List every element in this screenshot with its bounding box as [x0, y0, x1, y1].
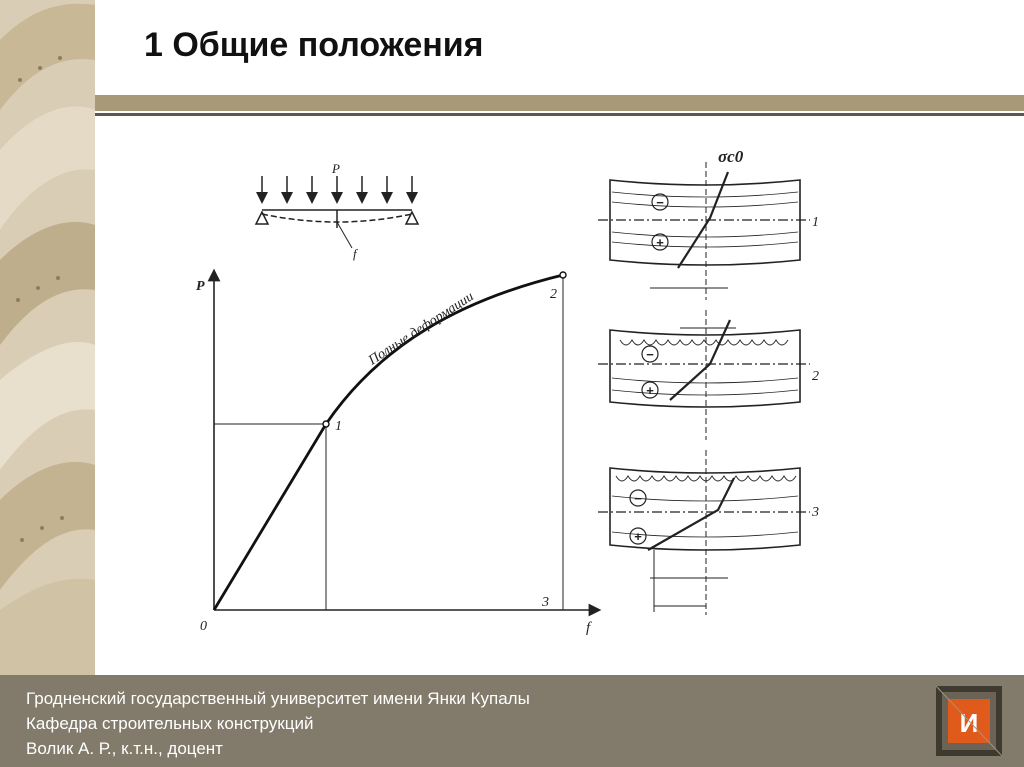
full-deformation-curve [214, 275, 563, 610]
point-2-label: 2 [550, 287, 557, 302]
compression-sign-1: − [656, 195, 664, 210]
tension-sign-3: + [634, 529, 642, 544]
university-logo-icon [936, 686, 1002, 756]
p-axis-label: P [196, 279, 205, 294]
loaded-beam-schematic [256, 176, 418, 248]
header-divider [95, 113, 1024, 116]
point-3-label: 3 [542, 595, 549, 610]
section-1 [598, 162, 810, 300]
point-1-label: 1 [335, 419, 342, 434]
compression-sign-2: − [646, 347, 654, 362]
distributed-load-arrows [262, 176, 412, 198]
load-label: P [332, 161, 340, 176]
tension-sign-2: + [646, 383, 654, 398]
header-band [95, 95, 1024, 111]
logo-letter: И [959, 708, 979, 738]
beam-deformation-diagram [180, 140, 840, 640]
stress-label: σc0 [718, 147, 744, 166]
left-support-icon [256, 212, 268, 224]
deflection-label: f [353, 246, 357, 261]
right-support-icon [406, 212, 418, 224]
decorative-wood-strip [0, 0, 95, 675]
compression-sign-3: − [634, 491, 642, 506]
footer-university: Гродненский государственный университет имени Янки Купалы [26, 689, 530, 708]
section-3 [598, 450, 810, 615]
point-2-marker [560, 272, 566, 278]
origin-label: 0 [200, 619, 207, 634]
wood-pattern-image [0, 0, 95, 675]
footer-department: Кафедра строительных конструкций [26, 714, 314, 733]
curve-label: Полные деформации [366, 289, 477, 369]
section-2 [598, 310, 810, 440]
footer-author: Волик А. Р., к.т.н., доцент [26, 739, 223, 758]
slide-title: 1 Общие положения [144, 26, 484, 64]
load-deflection-chart [214, 272, 595, 610]
point-1-marker [323, 421, 329, 427]
section-2-label: 2 [812, 369, 819, 384]
tension-sign-1: + [656, 235, 664, 250]
section-stress-diagrams [598, 162, 810, 615]
section-1-label: 1 [812, 215, 819, 230]
f-axis-label: f [586, 620, 591, 636]
section-3-label: 3 [812, 505, 819, 520]
